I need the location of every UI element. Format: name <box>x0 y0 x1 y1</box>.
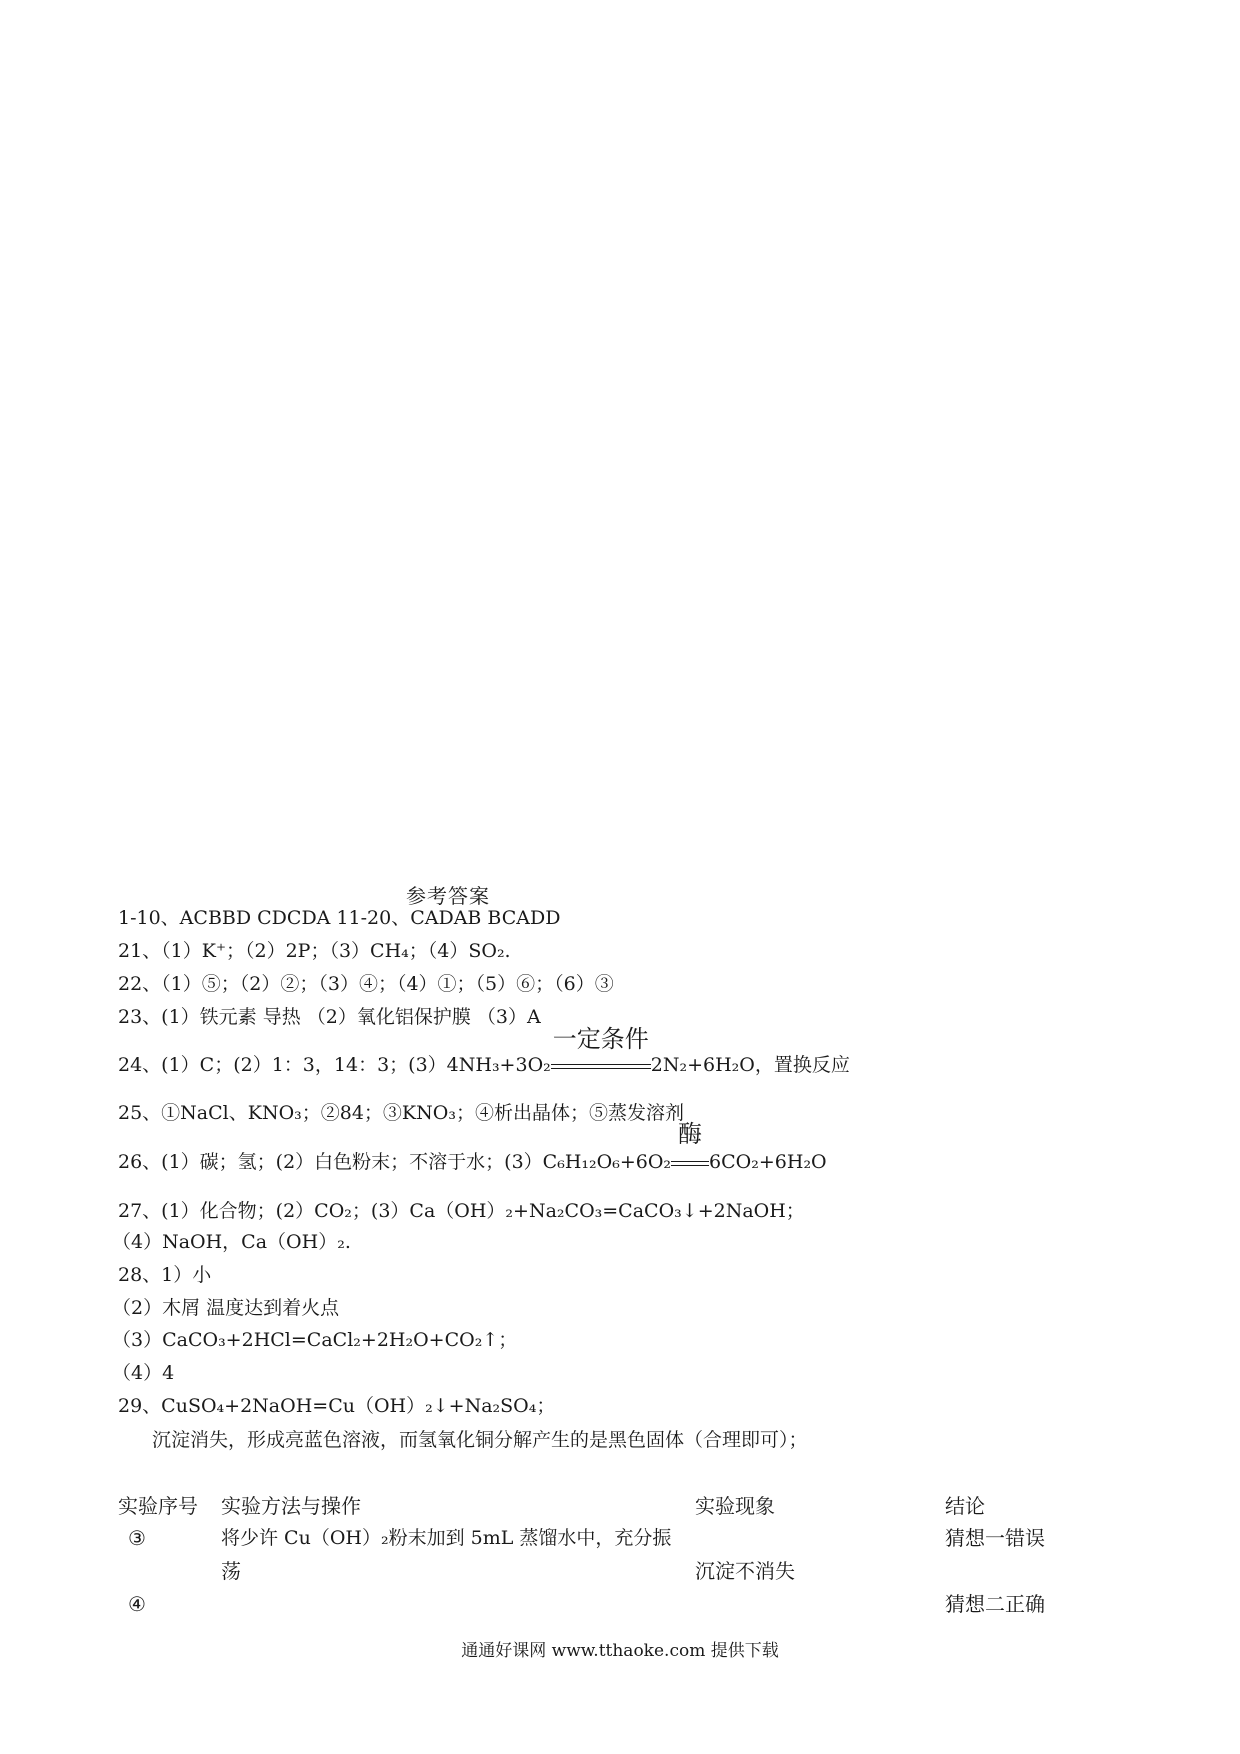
table-row1-method-line2: 荡 <box>221 1559 241 1583</box>
table-header-conclusion: 结论 <box>945 1494 985 1518</box>
table-row2-conclusion: 猜想二正确 <box>945 1592 1045 1616</box>
table-header-method: 实验方法与操作 <box>221 1494 361 1518</box>
table-header-seq: 实验序号 <box>118 1494 198 1518</box>
answer-24-reactants: 24、(1）C；(2）1：3，14：3；(3）4NH₃+3O₂ <box>118 1054 551 1076</box>
reaction-condition-label: 一定条件 <box>552 1025 649 1053</box>
answer-line-28c: （3）CaCO₃+2HCl=CaCl₂+2H₂O+CO₂↑； <box>112 1329 518 1351</box>
page-title: 参考答案 <box>406 884 490 908</box>
table-row1-seq: ③ <box>128 1526 146 1550</box>
answer-line-21: 21、（1）K⁺；（2）2P；（3）CH₄；（4）SO₂. <box>118 940 511 962</box>
answer-24-products: 2N₂+6H₂O，置换反应 <box>650 1054 850 1076</box>
answer-line-24 <box>118 1025 850 1077</box>
enzyme-condition-arrow <box>671 1120 709 1174</box>
answer-line-22: 22、（1）⑤；（2）②；（3）④；（4）①；（5）⑥；（6）③ <box>118 973 614 995</box>
page-footer: 通通好课网 www.tthaoke.com 提供下载 <box>461 1641 779 1661</box>
answer-line-29a: 29、CuSO₄+2NaOH=Cu（OH）₂↓+Na₂SO₄； <box>118 1395 556 1417</box>
answer-26-reactants: 26、(1）碳；氢；(2）白色粉末；不溶于水；(3）C₆H₁₂O₆+6O₂ <box>118 1151 672 1173</box>
table-row1-conclusion: 猜想一错误 <box>945 1526 1045 1550</box>
answer-26-products: 6CO₂+6H₂O <box>709 1151 827 1173</box>
answer-line-28a: 28、1）小 <box>118 1264 212 1286</box>
answer-line-28d: （4）4 <box>112 1362 175 1384</box>
enzyme-condition-label: 酶 <box>678 1120 703 1148</box>
table-row1-method-line1: 将少许 Cu（OH）₂粉末加到 5mL 蒸馏水中，充分振 <box>221 1527 672 1549</box>
answer-line-28b: （2）木屑 温度达到着火点 <box>112 1297 340 1319</box>
reaction-condition-arrow <box>551 1025 651 1077</box>
answer-line-27a: 27、(1）化合物；(2）CO₂；(3）Ca（OH）₂+Na₂CO₃=CaCO₃↓+2NaOH； <box>118 1200 805 1222</box>
answer-line-27b: （4）NaOH，Ca（OH）₂. <box>112 1231 351 1253</box>
answer-line-29b: 沉淀消失，形成亮蓝色溶液，而氢氧化铜分解产生的是黑色固体（合理即可）； <box>152 1429 808 1451</box>
table-row1-phenomenon: 沉淀不消失 <box>695 1559 795 1583</box>
answer-line-1-20: 1-10、ACBBD CDCDA 11-20、CADAB BCADD <box>118 907 561 929</box>
answer-line-26 <box>118 1120 827 1174</box>
table-header-phenomenon: 实验现象 <box>695 1494 775 1518</box>
table-row2-seq: ④ <box>128 1592 146 1616</box>
answer-line-23: 23、(1）铁元素 导热 （2）氧化铝保护膜 （3）A <box>118 1006 541 1028</box>
answer-line-25: 25、①NaCl、KNO₃；②84；③KNO₃；④析出晶体；⑤蒸发溶剂 <box>118 1102 684 1124</box>
